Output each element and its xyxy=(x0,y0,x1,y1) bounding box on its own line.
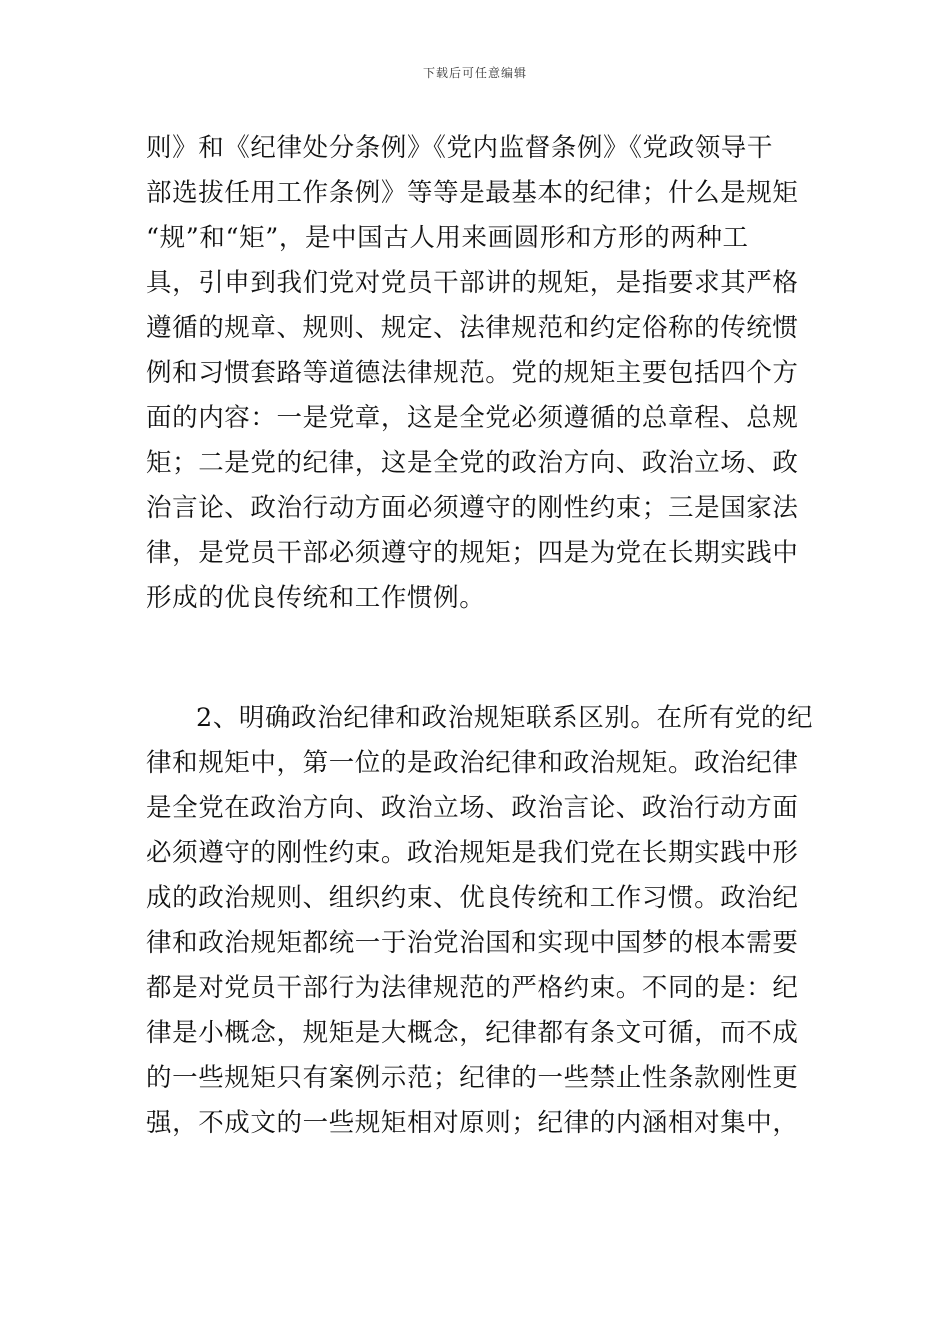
text-line: 律和政治规矩都统一于治党治国和实现中国梦的根本需要 xyxy=(146,928,799,958)
text-line: “规”和“矩”，是中国古人用来画圆形和方形的两种工 xyxy=(146,223,749,253)
text-line: 形成的优良传统和工作惯例。 xyxy=(146,583,486,613)
text-line: 面的内容：一是党章，这是全党必须遵循的总章程、总规 xyxy=(146,403,799,433)
text-line: 都是对党员干部行为法律规范的严格约束。不同的是：纪 xyxy=(146,973,799,1003)
text-line: 律和规矩中，第一位的是政治纪律和政治规矩。政治纪律 xyxy=(146,748,799,778)
text-line: 例和习惯套路等道德法律规范。党的规矩主要包括四个方 xyxy=(146,358,799,388)
text-line: 强，不成文的一些规矩相对原则；纪律的内涵相对集中， xyxy=(146,1108,799,1138)
text-line: 必须遵守的刚性约束。政治规矩是我们党在长期实践中形 xyxy=(146,838,799,868)
text-line: 矩；二是党的纪律，这是全党的政治方向、政治立场、政 xyxy=(146,448,799,478)
text-line: 律是小概念，规矩是大概念，纪律都有条文可循，而不成 xyxy=(146,1018,799,1048)
paragraph-political-discipline xyxy=(146,696,814,1146)
text-line: 治言论、政治行动方面必须遵守的刚性约束；三是国家法 xyxy=(146,493,799,523)
text-line: 遵循的规章、规则、规定、法律规范和约定俗称的传统惯 xyxy=(146,313,799,343)
text-line: 律，是党员干部必须遵守的规矩；四是为党在长期实践中 xyxy=(146,538,799,568)
text-line: 部选拔任用工作条例》等等是最基本的纪律；什么是规矩 xyxy=(146,178,799,208)
text-line: 2、明确政治纪律和政治规矩联系区别。在所有党的纪 xyxy=(196,703,814,733)
text-line: 的一些规矩只有案例示范；纪律的一些禁止性条款刚性更 xyxy=(146,1063,799,1093)
text-line: 则》和《纪律处分条例》《党内监督条例》《党政领导干 xyxy=(146,133,774,163)
paragraph-rules-definition xyxy=(146,126,814,621)
text-line: 具，引申到我们党对党员干部讲的规矩，是指要求其严格 xyxy=(146,268,799,298)
page-header: 下载后可任意编辑 xyxy=(422,66,527,80)
text-line: 是全党在政治方向、政治立场、政治言论、政治行动方面 xyxy=(146,793,799,823)
text-line: 成的政治规则、组织约束、优良传统和工作习惯。政治纪 xyxy=(146,883,799,913)
